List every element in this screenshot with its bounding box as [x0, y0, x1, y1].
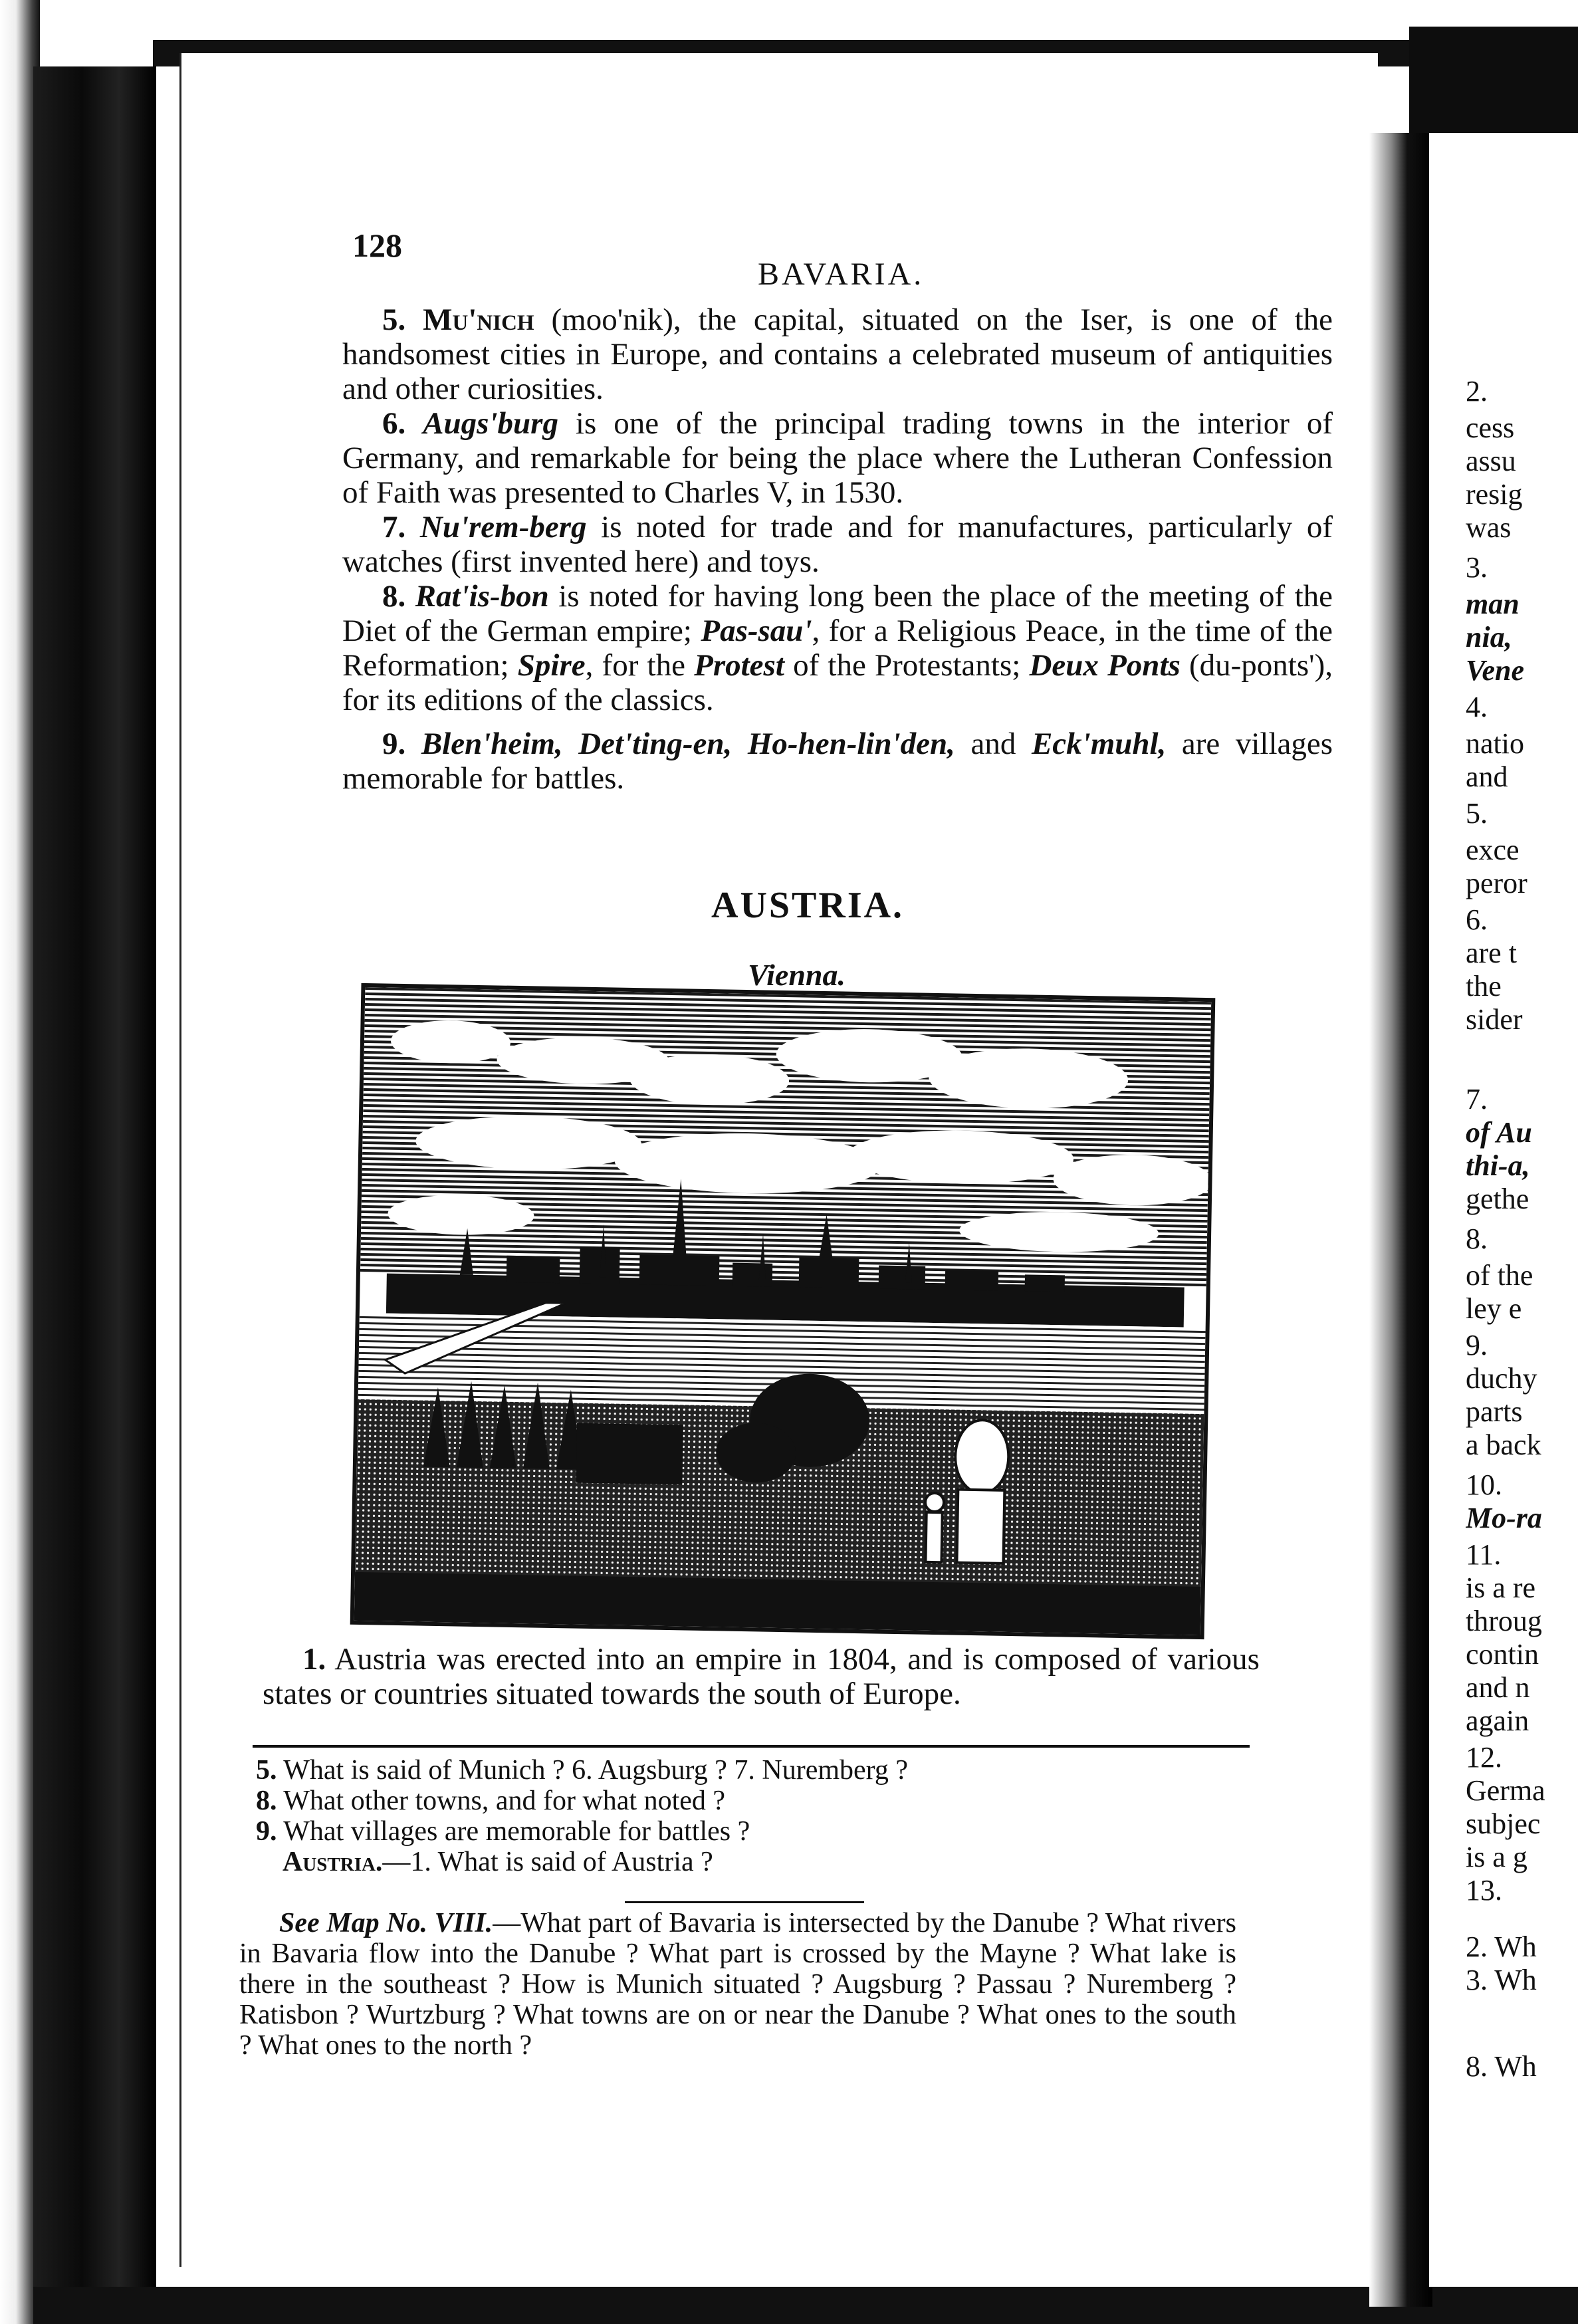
facing-page-line: 4.	[1466, 691, 1488, 723]
facing-page-line: Germa	[1466, 1775, 1545, 1807]
vienna-illustration	[354, 987, 1211, 1635]
book-binding	[33, 66, 156, 2300]
question-line: 9. What villages are memorable for battles ?	[256, 1816, 750, 1847]
section-title-austria: AUSTRIA.	[711, 885, 905, 926]
facing-page-line: duchy	[1466, 1363, 1537, 1395]
facing-page-line: 6.	[1466, 904, 1488, 936]
map-questions: See Map No. VIII.—What part of Bavaria is intersected by the Danube ? What rivers in Bavaria flow into the Danube ? What part is crossed by the Mayne ? What lake is there in the southeast ? How is Munich situated ? Augsburg ? Passau ? Nuremberg ? Ratisbon ? Wurtzburg ? What towns are on or near the Danube ? What ones to the south ? What ones to the north ?	[239, 1908, 1236, 2061]
austria-text	[263, 1642, 1260, 1711]
facing-page-line: Mo-ra	[1466, 1502, 1542, 1534]
facing-page-line: and	[1466, 761, 1508, 793]
facing-page-line: was	[1466, 512, 1512, 544]
paragraph-5: 5. Mu'nich (moo'nik), the capital, situated on the Iser, is one of the handsomest cities in Europe, and contains a celebrated museum of antiquities and other curiosities.	[342, 302, 1333, 406]
facing-page-line: subjec	[1466, 1808, 1541, 1840]
vienna-engraving	[350, 983, 1216, 1639]
facing-page-line: 8.	[1466, 1223, 1488, 1255]
facing-page-line: 13.	[1466, 1875, 1502, 1907]
question-rule	[253, 1745, 1250, 1748]
facing-page-line: parts	[1466, 1396, 1523, 1428]
facing-page-line: gethe	[1466, 1183, 1529, 1215]
facing-page-line: 2. Wh	[1466, 1931, 1537, 1963]
facing-page-line: 12.	[1466, 1742, 1502, 1774]
scan-edge-top-right	[1409, 27, 1578, 146]
facing-page-line: 8. Wh	[1466, 2051, 1537, 2083]
paragraph-7: 7. Nu'rem-berg is noted for trade and for manufactures, particularly of watches (first invented here) and toys.	[342, 510, 1333, 579]
map-rule	[625, 1901, 864, 1903]
facing-page-line: and n	[1466, 1672, 1530, 1704]
question-line: 5. What is said of Munich ? 6. Augsburg ? 7. Nuremberg ?	[256, 1755, 909, 1786]
facing-page-line: nia,	[1466, 622, 1512, 653]
facing-page-line: man	[1466, 588, 1520, 620]
facing-page-line: cess	[1466, 412, 1515, 444]
facing-page-line: 2.	[1466, 376, 1488, 407]
facing-page-line: 3.	[1466, 552, 1488, 584]
facing-page-line: a back	[1466, 1429, 1541, 1461]
facing-page-line: assu	[1466, 445, 1516, 477]
facing-page-line: 9.	[1466, 1330, 1488, 1361]
facing-page-line: thi-a,	[1466, 1150, 1530, 1182]
facing-page-line: contin	[1466, 1639, 1539, 1671]
facing-page-line: is a g	[1466, 1841, 1527, 1873]
paragraph-6: 6. Augs'burg is one of the principal trading towns in the interior of Germany, and remarkable for being the place where the Lutheran Confession of Faith was presented to Charles V, in 1530.	[342, 406, 1333, 510]
scan-edge-bottom	[33, 2287, 1578, 2324]
facing-page-line: peror	[1466, 868, 1527, 899]
facing-page-line: ley e	[1466, 1293, 1522, 1325]
facing-page-line: 11.	[1466, 1539, 1502, 1571]
facing-page-line: the	[1466, 971, 1502, 1002]
facing-page-line: 5.	[1466, 798, 1488, 830]
facing-page-line: 10.	[1466, 1469, 1502, 1501]
facing-page-line: Vene	[1466, 655, 1524, 687]
paragraph-austria-1: 1. Austria was erected into an empire in 1804, and is composed of various states or countries situated towards the south of Europe.	[263, 1642, 1260, 1711]
facing-page-line: again	[1466, 1705, 1529, 1737]
facing-page-line: of the	[1466, 1260, 1533, 1292]
facing-page-line: of Au	[1466, 1117, 1532, 1149]
running-head: BAVARIA.	[758, 257, 925, 292]
facing-page-line: resig	[1466, 479, 1523, 511]
facing-page-line: natio	[1466, 728, 1524, 760]
page-number: 128	[352, 227, 402, 264]
question-line-austria: Austria.—1. What is said of Austria ?	[282, 1847, 713, 1877]
facing-page-line: are t	[1466, 937, 1517, 969]
facing-page-line: throug	[1466, 1605, 1542, 1637]
facing-page-line: is a re	[1466, 1572, 1536, 1604]
facing-page-line: 3. Wh	[1466, 1964, 1537, 1996]
illustration-caption: Vienna.	[748, 958, 846, 992]
facing-page-line: sider	[1466, 1004, 1523, 1036]
paragraph-8: 8. Rat'is-bon is noted for having long been the place of the meeting of the Diet of the German empire; Pas-sau', for a Religious Peace, in the time of the Reformation; Spire, for the Protest of the Protestants; Deux Ponts (du-ponts'), for its editions of the classics.	[342, 579, 1333, 717]
review-questions	[256, 1755, 1253, 1877]
question-line: 8. What other towns, and for what noted ?	[256, 1786, 726, 1816]
bavaria-text	[342, 302, 1333, 796]
paragraph-9: 9. Blen'heim, Det'ting-en, Ho-hen-lin'den, and Eck'muhl, are villages memorable for battles.	[342, 727, 1333, 796]
book-gutter	[1369, 133, 1432, 2307]
facing-page-line: exce	[1466, 834, 1520, 866]
facing-page-line: 7.	[1466, 1084, 1488, 1115]
